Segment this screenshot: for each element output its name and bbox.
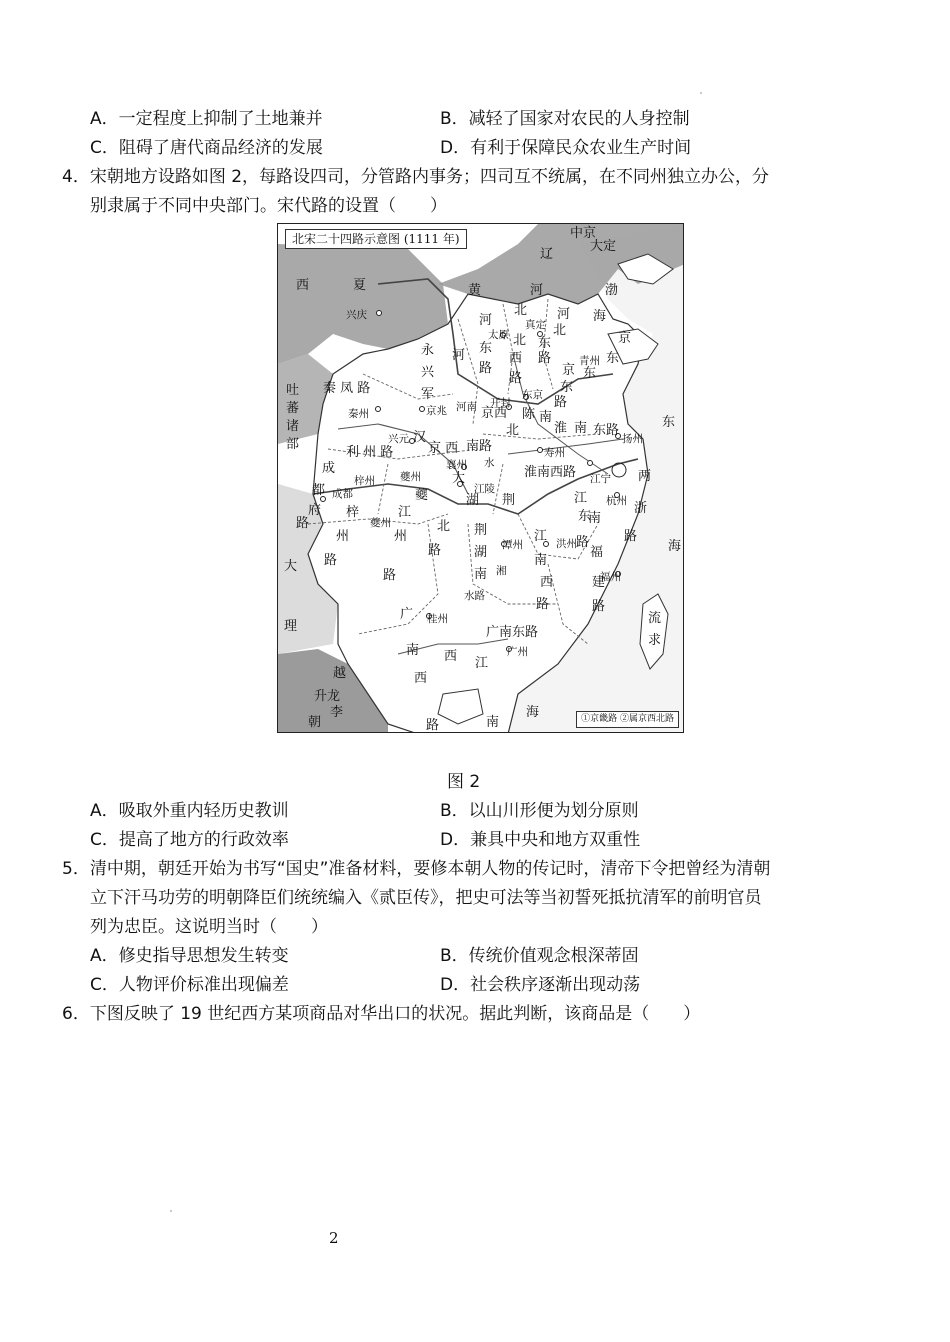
map-label: 东: [662, 415, 676, 430]
map-label: 襄州: [446, 459, 467, 471]
map-label: 淮: [554, 421, 568, 436]
map-label: 梓: [346, 505, 360, 520]
q4-stem-line1: 4．宋朝地方设路如图 2，每路设四司，分管路内事务；四司互不统属，在不同州独立办公，分: [62, 167, 770, 187]
page-number: 2: [329, 1229, 339, 1247]
map-label: 吐: [286, 383, 300, 398]
map-label: 河: [452, 348, 466, 363]
map-label: 兴: [421, 365, 435, 380]
map-label: 北: [513, 333, 527, 348]
map-label: 路: [324, 553, 338, 568]
map-label: 夔州: [370, 517, 391, 529]
map-label: 广: [400, 607, 414, 622]
map-label: 江: [398, 505, 412, 520]
map-label: 西: [414, 671, 428, 686]
map-label: 大: [452, 471, 466, 486]
map-label: 河南: [456, 401, 477, 413]
map-label: 海: [526, 705, 540, 720]
q5-stem-line2: 立下汗马功劳的明朝降臣们统统编入《贰臣传》，把史可法等当初誓死抵抗清军的前明官员: [90, 888, 762, 908]
map-label: 广南东路: [486, 625, 539, 640]
map-label: 升龙: [314, 689, 341, 704]
map-label: 路: [536, 597, 550, 612]
map-label: 理: [284, 619, 298, 634]
q3-option-b: B．减轻了国家对农民的人身控制: [440, 109, 690, 129]
map-label: 北: [506, 423, 520, 438]
map-label: 路: [509, 371, 523, 386]
q5-stem-line1: 5．清中期，朝廷开始为书写“国史”准备材料，要修本朝人物的传记时，清帝下令把曾经为清朝: [62, 859, 771, 879]
map-label: 南路: [466, 439, 493, 454]
map-label: 夔: [415, 488, 429, 503]
map-label: 求: [648, 633, 662, 648]
map-label: 路: [426, 718, 440, 733]
map-label: 东: [538, 336, 552, 351]
map-label: 路: [624, 529, 638, 544]
map-label: 渤: [605, 283, 619, 298]
map-label: 汉: [413, 430, 427, 445]
map-label: 江: [475, 656, 489, 671]
map-label: 水路: [464, 590, 485, 602]
map-label: 江: [574, 491, 588, 506]
map-label: 福: [590, 545, 604, 560]
q5-option-d: D．社会秩序逐渐出现动荡: [440, 975, 641, 995]
map-label: 东: [578, 509, 592, 524]
map-label: 河: [530, 283, 544, 298]
map-label: 京: [562, 363, 576, 378]
map-label: 成: [322, 461, 336, 476]
map-label: 南: [486, 715, 500, 730]
map-label: 州: [336, 529, 350, 544]
map-label: 西: [540, 575, 554, 590]
map-label: 淮南西路: [524, 465, 577, 480]
map-label: 荆: [474, 523, 488, 538]
map-label: 水: [484, 457, 495, 469]
map-label: 夏: [353, 278, 367, 293]
map-label: 西: [509, 351, 523, 366]
map-label: 太原: [488, 329, 509, 341]
map-label: 大: [284, 559, 298, 574]
map-label: 南: [539, 410, 553, 425]
map-label: 江陵: [474, 483, 495, 495]
map-label: 东: [479, 341, 493, 356]
map-label: 兴庆: [346, 309, 367, 321]
map-label: 杭州: [606, 495, 627, 507]
q5-option-a: A．修史指导思想发生转变: [90, 946, 289, 966]
map-label: 东: [606, 351, 620, 366]
map-label: 建: [592, 575, 606, 590]
map-label: 京 西: [428, 441, 459, 456]
map-label: 州: [394, 529, 408, 544]
map-label: 路: [576, 535, 590, 550]
map-label: 永: [421, 343, 435, 358]
map-label: 东京: [522, 389, 543, 401]
map-label: 江: [534, 529, 548, 544]
map-label: 西: [444, 649, 458, 664]
map-label: 秦 凤 路: [323, 381, 371, 396]
map-label: 路: [554, 395, 568, 410]
map-label: 中京: [570, 226, 597, 241]
map-label: 李: [330, 705, 344, 720]
map-label: 西: [296, 278, 310, 293]
map-label: 南: [574, 421, 588, 436]
map-label: 广州: [507, 646, 528, 658]
map-label: 诸: [286, 419, 300, 434]
map-label: 京: [618, 331, 632, 346]
map-label: 福州: [600, 571, 621, 583]
map-label: 洪州: [556, 538, 577, 550]
map-label: 荆: [502, 493, 516, 508]
map-label: 军: [421, 387, 435, 402]
map-label: 蕃: [286, 401, 300, 416]
q4-option-c: C．提高了地方的行政效率: [90, 830, 289, 850]
map-legend: ①京畿路 ②属京西北路: [576, 711, 679, 728]
map-label: 真定: [525, 319, 546, 331]
map-label: 海: [668, 539, 682, 554]
figure-caption: 图 2: [447, 772, 481, 792]
q3-option-d: D．有利于保障民众农业生产时间: [440, 138, 692, 158]
map-label: 朝: [308, 715, 322, 730]
map-label: 南: [474, 567, 488, 582]
map-label: 陈: [522, 407, 536, 422]
map-label: 扬州: [622, 433, 643, 445]
map-label: 河: [479, 313, 493, 328]
map-label: 海: [593, 309, 607, 324]
map-label: 北: [514, 303, 528, 318]
map-label: 路: [383, 568, 397, 583]
map-label: 流: [648, 611, 662, 626]
map-label: 京西: [481, 406, 508, 421]
map-label: 北: [437, 519, 451, 534]
map-label: 部: [286, 437, 300, 452]
map-label: 夔州: [400, 471, 421, 483]
map-label: 湖: [474, 545, 488, 560]
map-label: 河: [557, 307, 571, 322]
map-label: 路: [592, 599, 606, 614]
map-label: 路: [538, 351, 552, 366]
map-label: 梓州: [354, 475, 375, 487]
map-label: 北: [553, 323, 567, 338]
map-label: 湘: [496, 565, 507, 577]
map-label: 南: [406, 643, 420, 658]
map-label: 潭州: [502, 539, 523, 551]
q6-stem: 6．下图反映了 19 世纪西方某项商品对华出口的状况。据此判断，该商品是（ ）: [62, 1004, 701, 1024]
map-label: 大定: [590, 239, 617, 254]
map-label: 东: [583, 366, 597, 381]
q5-stem-line3: 列为忠臣。这说明当时（ ）: [90, 917, 328, 937]
map-label: 开封: [490, 397, 511, 409]
map-label: 府: [308, 503, 322, 518]
q4-option-a: A．吸取外重内轻历史教训: [90, 801, 289, 821]
song-dynasty-map: [277, 223, 684, 733]
q3-option-c: C．阻碍了唐代商品经济的发展: [90, 138, 323, 158]
map-label: 京兆: [426, 405, 447, 417]
map-label: 寿州: [544, 447, 565, 459]
map-label: 成都: [332, 488, 353, 500]
map-label: 南: [534, 553, 548, 568]
map-label: 黄: [468, 283, 482, 298]
map-label: 利 州 路: [346, 445, 394, 460]
map-label: 浙: [634, 501, 648, 516]
map-label: 东: [560, 380, 574, 395]
q3-option-a: A．一定程度上抑制了土地兼并: [90, 109, 323, 129]
map-label: 辽: [540, 247, 554, 262]
speck: [700, 92, 702, 94]
map-label: 兴元: [388, 433, 409, 445]
q5-option-b: B．传统价值观念根深蒂固: [440, 946, 639, 966]
q4-option-d: D．兼具中央和地方双重性: [440, 830, 641, 850]
map-label: 桂州: [427, 613, 448, 625]
map-label: 东路: [593, 423, 620, 438]
map-label: 青州: [579, 355, 600, 367]
map-label: 江宁: [590, 473, 611, 485]
q5-option-c: C．人物评价标准出现偏差: [90, 975, 289, 995]
map-label: 路: [479, 361, 493, 376]
map-label: 路: [296, 516, 310, 531]
map-label: 都: [312, 483, 326, 498]
map-label: 秦州: [348, 408, 369, 420]
map-label: 两: [638, 469, 652, 484]
map-title: 北宋二十四路示意图 (1111 年): [285, 229, 467, 249]
map-label: 路: [428, 543, 442, 558]
q4-option-b: B．以山川形便为划分原则: [440, 801, 639, 821]
map-label: 南: [588, 511, 602, 526]
speck: [170, 1210, 172, 1212]
map-label: 湖: [466, 493, 480, 508]
map-label: 越: [333, 666, 347, 681]
q4-stem-line2: 别隶属于不同中央部门。宋代路的设置（ ）: [90, 196, 447, 216]
